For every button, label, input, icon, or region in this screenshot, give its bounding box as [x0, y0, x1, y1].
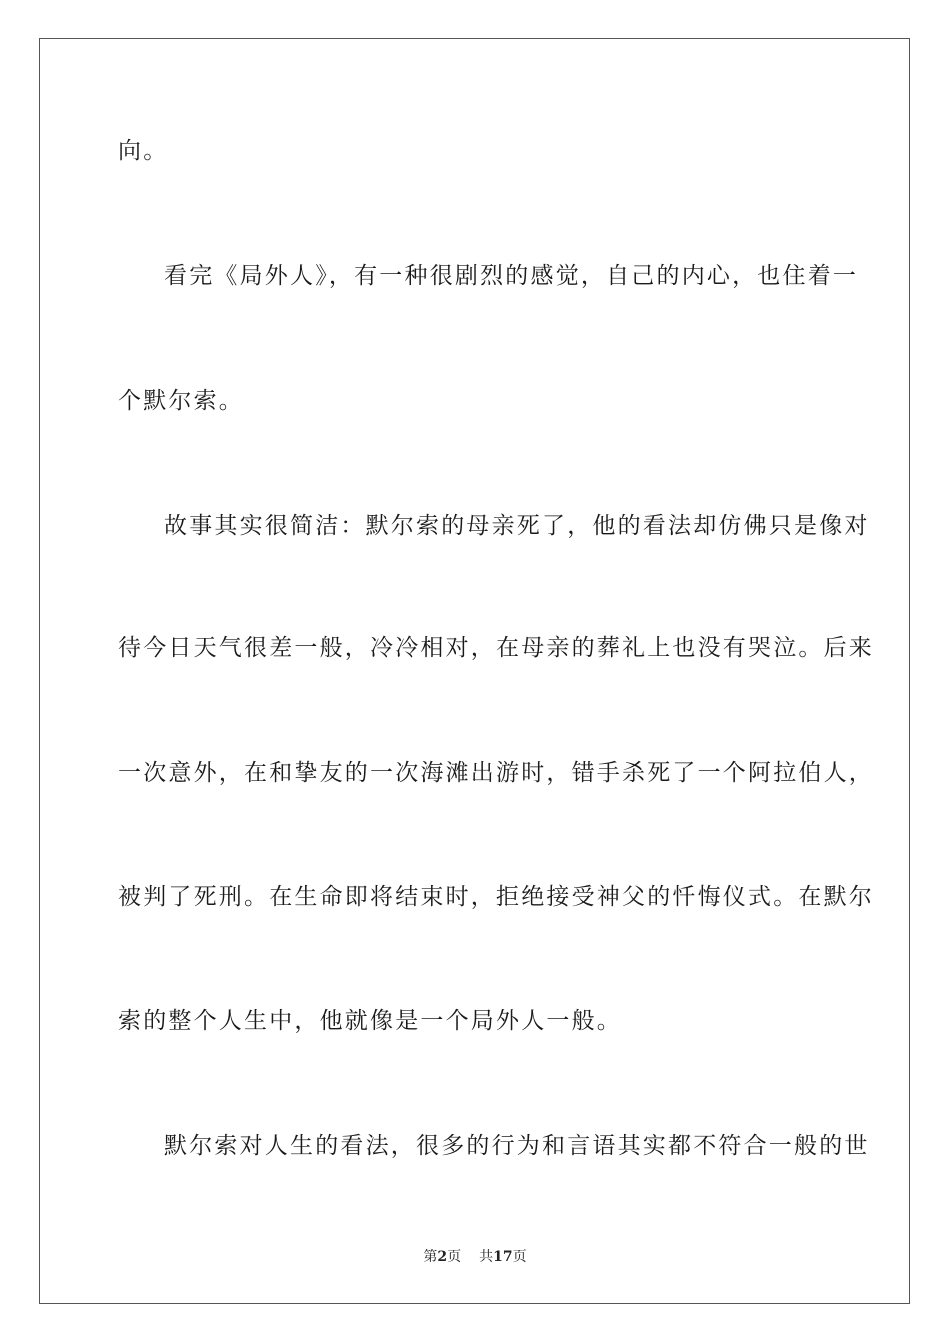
page-footer: [0, 1248, 950, 1266]
page-border: [39, 38, 910, 1304]
text-line-9: 默尔索对人生的看法，很多的行为和言语其实都不符合一般的世: [164, 1133, 870, 1159]
footer-total-suffix: 页: [512, 1249, 527, 1265]
text-line-6: 一次意外，在和挚友的一次海滩出游时，错手杀死了一个阿拉伯人，: [118, 760, 874, 786]
text-line-4: 故事其实很简洁：默尔索的母亲死了，他的看法却仿佛只是像对: [164, 513, 870, 539]
footer-page-suffix: 页: [447, 1249, 462, 1265]
footer-total-pages: 17: [493, 1249, 513, 1265]
text-line-1: 向。: [118, 138, 169, 164]
footer-page-prefix: 第: [423, 1249, 438, 1265]
footer-total-prefix: 共: [479, 1249, 494, 1265]
text-line-3: 个默尔索。: [118, 388, 244, 414]
footer-page-number: 2: [437, 1249, 448, 1265]
text-line-2: 看完《局外人》，有一种很剧烈的感觉，自己的内心，也住着一: [164, 263, 859, 289]
text-line-5: 待今日天气很差一般，冷冷相对，在母亲的葬礼上也没有哭泣。后来: [118, 635, 874, 661]
text-line-8: 索的整个人生中，他就像是一个局外人一般。: [118, 1008, 622, 1034]
text-line-7: 被判了死刑。在生命即将结束时，拒绝接受神父的忏悔仪式。在默尔: [118, 884, 874, 910]
